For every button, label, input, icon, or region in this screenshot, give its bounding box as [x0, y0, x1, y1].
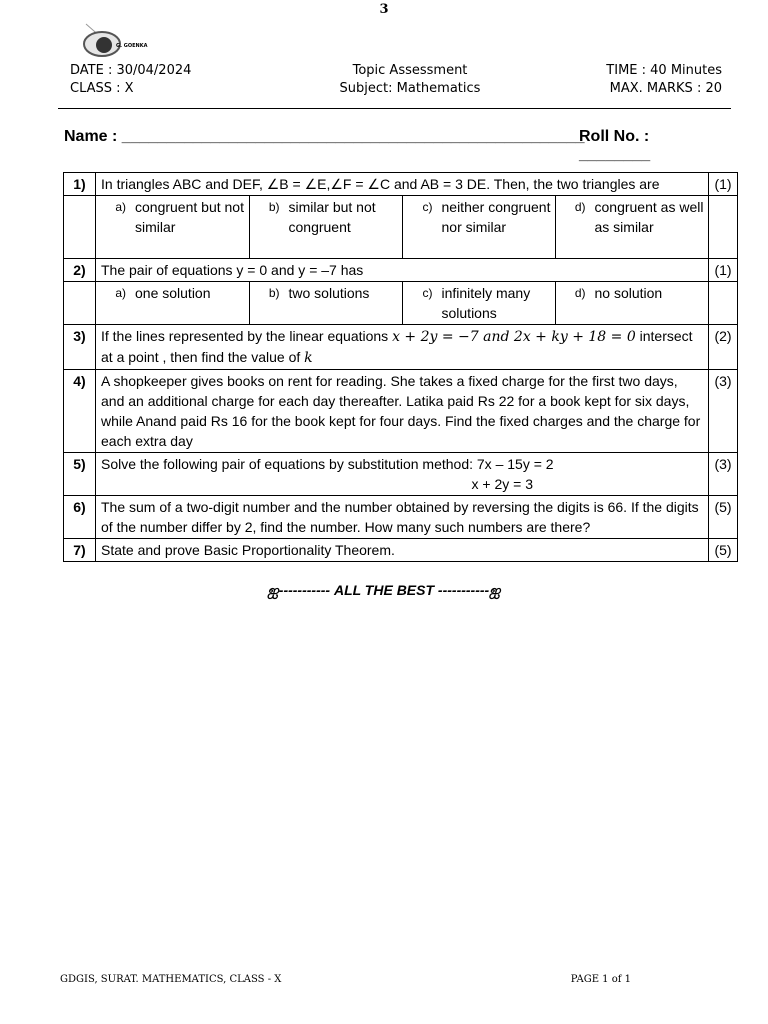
question-marks: (1): [709, 173, 738, 196]
question-text: The sum of a two-digit number and the number obtained by reversing the digits is 66. If the digits of the number differ by 2, find the number. How many such numbers are there?: [96, 496, 709, 539]
math-variable: k: [304, 350, 313, 366]
question-text: The pair of equations y = 0 and y = –7 has: [96, 259, 709, 282]
exam-date: DATE : 30/04/2024: [70, 63, 192, 78]
exam-title: Topic Assessment: [352, 63, 468, 78]
option-c: c) neither congruent nor similar: [402, 196, 555, 258]
question-marks: (5): [709, 539, 738, 562]
question-marks: (1): [709, 259, 738, 282]
footer-page: PAGE 1 of 1: [570, 974, 631, 985]
option-b: b) similar but not congruent: [249, 196, 402, 258]
question-row: [64, 173, 738, 196]
question-row: [64, 496, 738, 539]
header-divider: [58, 108, 731, 109]
question-text: A shopkeeper gives books on rent for reading. She takes a fixed charge for the first two days, and an additional charge for each day thereafter. Latika paid Rs 22 for a book kept for six days, while Anand paid Rs 16 for the book kept for four days. Find the fixed charges and the charge for each extra day: [96, 370, 709, 453]
header-left: [70, 62, 191, 98]
exam-time: TIME : 40 Minutes: [606, 63, 722, 78]
question-number: 4): [64, 370, 96, 453]
question-text: If the lines represented by the linear equations x + 2y = −7 and 2x + ky + 18 = 0 intersect at a point , then find the value of k: [96, 325, 709, 370]
options-row: [64, 282, 738, 325]
name-field[interactable]: Name : ____________________________________________________: [64, 128, 585, 145]
options-table: [96, 196, 708, 258]
options-table: [96, 282, 708, 324]
question-number: 7): [64, 539, 96, 562]
question-row: [64, 259, 738, 282]
name-roll-row: [64, 128, 716, 163]
exam-max-marks: MAX. MARKS : 20: [609, 81, 722, 96]
page-number: 3: [379, 2, 389, 17]
header-right: [606, 62, 722, 98]
question-row: [64, 453, 738, 496]
question-number: 2): [64, 259, 96, 282]
exam-class: CLASS : X: [70, 81, 134, 96]
question-marks: (3): [709, 453, 738, 496]
option-d: d) no solution: [574, 285, 663, 301]
questions-table: [63, 172, 738, 562]
option-b: b) two solutions: [249, 282, 402, 324]
header-center: [300, 62, 520, 98]
option-a: a) one solution: [96, 282, 249, 324]
question-text: State and prove Basic Proportionality Theorem.: [96, 539, 709, 562]
exam-subject: Subject: Mathematics: [339, 81, 481, 96]
logo-text: G. GOENKA: [116, 43, 148, 49]
equation-line-2: x + 2y = 3: [471, 476, 533, 492]
roll-number-field[interactable]: Roll No. : ________: [579, 128, 651, 163]
question-row: [64, 370, 738, 453]
option-c: c) infinitely many solutions: [402, 282, 555, 324]
closing-message: ஐ----------- ALL THE BEST -----------ஐ: [267, 582, 501, 598]
question-row: [64, 539, 738, 562]
school-logo: [72, 18, 162, 64]
question-number: 3): [64, 325, 96, 370]
footer-school: GDGIS, SURAT. MATHEMATICS, CLASS - X: [60, 974, 282, 985]
question-marks: (5): [709, 496, 738, 539]
math-expression: x + 2y = −7 and 2x + ky + 18 = 0: [392, 329, 636, 345]
question-marks: (2): [709, 325, 738, 370]
option-a: a) congruent but not similar: [96, 196, 249, 258]
question-number: 6): [64, 496, 96, 539]
question-marks: (3): [709, 370, 738, 453]
options-row: [64, 196, 738, 259]
question-text: Solve the following pair of equations by substitution method: 7x – 15y = 2 x + 2y = 3: [96, 453, 709, 496]
option-d: d) congruent as well as similar: [574, 199, 704, 235]
question-number: 1): [64, 173, 96, 196]
question-row: [64, 325, 738, 370]
question-text: In triangles ABC and DEF, ∠B = ∠E,∠F = ∠C and AB = 3 DE. Then, the two triangles are: [96, 173, 709, 196]
question-number: 5): [64, 453, 96, 496]
